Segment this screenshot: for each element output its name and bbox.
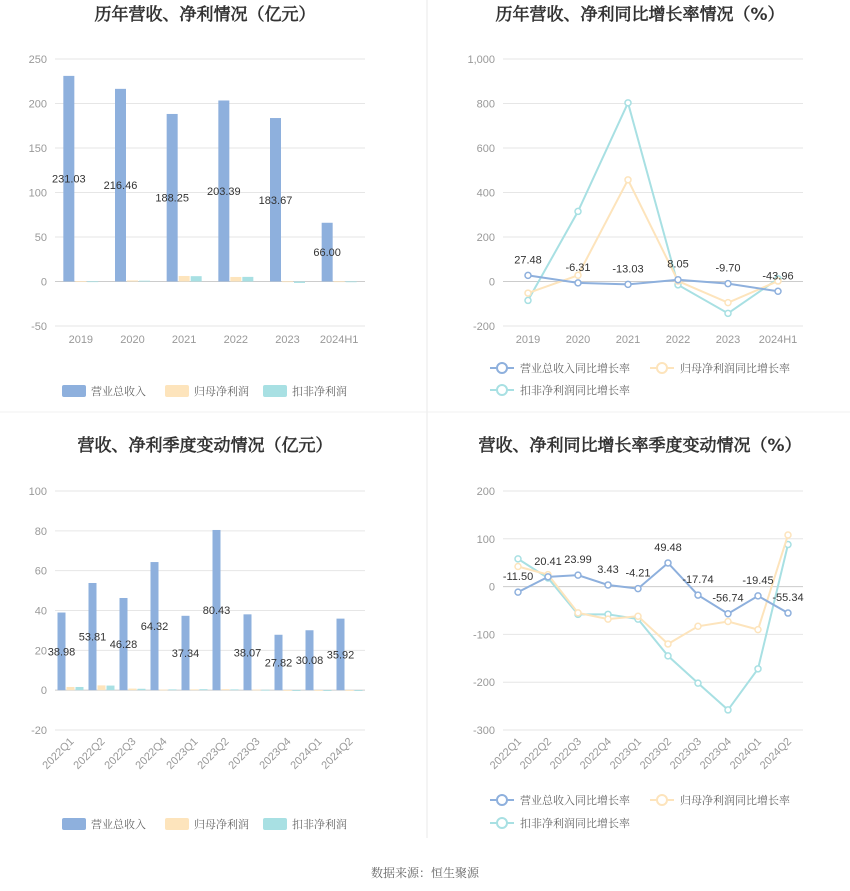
y-tick-label: -300 xyxy=(472,725,495,737)
data-label: 8.05 xyxy=(667,258,689,271)
quarterly-revenue-profit-chart xyxy=(29,435,365,831)
x-tick-label: 2023 xyxy=(275,334,300,346)
x-tick-label: 2023Q4 xyxy=(257,735,294,772)
legend-marker xyxy=(497,795,507,805)
x-tick-label: 2021 xyxy=(171,334,197,346)
legend-marker xyxy=(657,363,667,373)
bar-parent-profit xyxy=(191,689,199,690)
data-label: -17.74 xyxy=(682,574,714,587)
chart-title: 营收、净利同比增长率季度变动情况（%） xyxy=(478,436,802,456)
bar-deducted-profit xyxy=(138,689,146,690)
x-tick-label: 2019 xyxy=(68,334,94,346)
x-tick-label: 2022Q2 xyxy=(71,735,108,772)
legend-swatch xyxy=(263,818,287,830)
bar-deducted-profit xyxy=(355,690,363,691)
bar-deducted-profit xyxy=(139,281,150,282)
data-point xyxy=(625,281,631,287)
data-point xyxy=(695,592,701,598)
y-tick-label: 150 xyxy=(28,143,47,155)
data-label: 216.46 xyxy=(103,180,138,193)
data-label: -4.21 xyxy=(625,567,651,580)
x-tick-label: 2022Q4 xyxy=(577,735,615,772)
data-point xyxy=(755,666,761,672)
y-tick-label: 0 xyxy=(488,581,495,594)
y-tick-label: 0 xyxy=(488,276,495,289)
data-label: -13.03 xyxy=(612,263,644,276)
y-tick-label: 100 xyxy=(28,486,47,498)
bar-parent-profit xyxy=(253,690,261,691)
bar-deducted-profit xyxy=(191,276,202,281)
data-label: -56.74 xyxy=(712,592,744,605)
data-point xyxy=(725,281,731,287)
bar-deducted-profit xyxy=(231,689,239,690)
bar-parent-profit xyxy=(179,276,190,282)
y-tick-label: 200 xyxy=(476,486,495,498)
x-tick-label: 2022Q1 xyxy=(40,735,77,772)
data-point xyxy=(665,653,671,659)
data-point xyxy=(665,560,671,566)
data-point xyxy=(785,610,791,616)
data-point xyxy=(525,272,531,278)
bar-parent-profit xyxy=(346,690,354,691)
y-tick-label: 50 xyxy=(34,232,47,244)
data-label: 35.92 xyxy=(326,649,355,662)
x-tick-label: 2024H1 xyxy=(758,334,798,346)
bar-parent-profit xyxy=(315,690,323,691)
legend-label: 归母净利润同比增长率 xyxy=(680,795,790,807)
legend-swatch xyxy=(165,818,189,830)
data-label: -6.31 xyxy=(565,261,591,274)
bar-deducted-profit xyxy=(262,690,270,691)
chart-title: 营收、净利季度变动情况（亿元） xyxy=(77,436,333,456)
x-tick-label: 2022 xyxy=(665,334,691,346)
data-label: 38.98 xyxy=(47,646,76,659)
annual-revenue-profit-chart xyxy=(29,4,365,398)
legend-item xyxy=(165,384,249,398)
x-tick-label: 2021 xyxy=(615,334,641,346)
series-line-parent-profit-growth xyxy=(518,535,788,644)
x-tick-label: 2023Q2 xyxy=(195,735,232,772)
data-point xyxy=(515,564,521,570)
data-point xyxy=(525,297,531,303)
data-point xyxy=(755,627,761,633)
data-label: 27.48 xyxy=(514,254,542,267)
bar-deducted-profit xyxy=(294,282,305,283)
data-point xyxy=(725,300,731,306)
legend-label: 扣非净利润 xyxy=(292,386,347,398)
legend-label: 营业总收入同比增长率 xyxy=(520,795,630,807)
x-tick-label: 2022Q4 xyxy=(133,735,170,772)
data-point xyxy=(785,532,791,538)
legend-label: 归母净利润 xyxy=(194,819,249,831)
data-point xyxy=(605,582,611,588)
data-point xyxy=(575,610,581,616)
x-tick-label: 2023 xyxy=(715,334,741,346)
data-point xyxy=(525,290,531,296)
data-point xyxy=(635,586,641,592)
data-point xyxy=(575,280,581,286)
x-tick-label: 2022Q2 xyxy=(517,735,555,772)
legend-marker xyxy=(497,385,507,395)
x-tick-label: 2023Q4 xyxy=(697,735,735,772)
y-tick-label: 600 xyxy=(476,143,495,155)
y-tick-label: -200 xyxy=(472,677,495,690)
data-label: 231.03 xyxy=(52,173,86,186)
legend-swatch xyxy=(62,818,86,830)
legend-item xyxy=(165,817,249,831)
data-point xyxy=(625,100,631,106)
data-label: 80.43 xyxy=(202,605,231,618)
bar-deducted-profit xyxy=(169,689,177,690)
data-point xyxy=(515,556,521,562)
y-tick-label: -100 xyxy=(472,629,495,642)
bar-parent-profit xyxy=(98,685,106,690)
bar-parent-profit xyxy=(160,690,168,691)
legend-item xyxy=(263,384,347,398)
x-tick-label: 2023Q1 xyxy=(607,735,645,772)
y-tick-label: 200 xyxy=(476,232,495,244)
y-tick-label: 1,000 xyxy=(467,54,495,66)
legend-item xyxy=(650,361,790,375)
y-tick-label: 60 xyxy=(34,565,47,578)
legend-item xyxy=(62,384,146,398)
data-label: 20.41 xyxy=(534,555,562,568)
data-source: 数据来源：恒生聚源 xyxy=(370,866,480,880)
legend-label: 营业总收入 xyxy=(91,819,146,831)
legend-item xyxy=(490,383,630,397)
bar-deducted-profit xyxy=(200,689,208,690)
x-tick-label: 2022Q3 xyxy=(547,735,585,772)
y-tick-label: 20 xyxy=(34,645,47,658)
data-point xyxy=(695,680,701,686)
legend-item xyxy=(62,817,146,831)
y-tick-label: 0 xyxy=(40,276,47,289)
data-label: 183.67 xyxy=(258,194,293,207)
legend-swatch xyxy=(165,385,189,397)
data-label: 66.00 xyxy=(313,247,341,260)
y-tick-label: 80 xyxy=(34,525,47,538)
data-label: 30.08 xyxy=(295,655,324,668)
bar-parent-profit xyxy=(129,689,137,691)
legend-label: 营业总收入 xyxy=(91,386,146,398)
data-label: 64.32 xyxy=(140,621,169,634)
data-label: -19.45 xyxy=(742,574,774,587)
x-tick-label: 2023Q3 xyxy=(226,735,263,772)
legend-marker xyxy=(497,363,507,373)
data-point xyxy=(545,574,551,580)
data-point xyxy=(775,288,781,294)
legend-item xyxy=(490,816,630,830)
legend-label: 扣非净利润同比增长率 xyxy=(520,385,630,397)
data-point xyxy=(725,618,731,624)
legend-label: 归母净利润 xyxy=(194,386,249,398)
x-tick-label: 2023Q1 xyxy=(164,735,201,772)
data-label: 188.25 xyxy=(155,192,189,205)
bar-parent-profit xyxy=(75,281,86,282)
data-label: 38.07 xyxy=(233,647,262,660)
data-label: 23.99 xyxy=(564,554,592,567)
bar-deducted-profit xyxy=(242,277,253,282)
x-tick-label: 2023Q3 xyxy=(667,735,705,772)
x-tick-label: 2022Q1 xyxy=(487,735,525,772)
data-point xyxy=(755,593,761,599)
legend-label: 归母净利润同比增长率 xyxy=(680,363,790,375)
data-label: 46.28 xyxy=(109,639,138,652)
data-point xyxy=(665,641,671,647)
series-line-parent-profit-growth xyxy=(528,180,778,303)
x-tick-label: 2020 xyxy=(565,334,591,346)
x-tick-label: 2024Q1 xyxy=(727,735,765,772)
bar-deducted-profit xyxy=(293,690,301,691)
y-tick-label: 100 xyxy=(28,187,47,200)
series-line-revenue-growth xyxy=(528,275,778,291)
data-point xyxy=(695,623,701,629)
data-label: 49.48 xyxy=(654,541,682,554)
bar-parent-profit xyxy=(284,690,292,691)
x-tick-label: 2023Q2 xyxy=(637,735,675,772)
data-point xyxy=(515,589,521,595)
bar-deducted-profit xyxy=(107,686,115,691)
y-tick-label: 40 xyxy=(34,605,47,618)
legend-swatch xyxy=(62,385,86,397)
data-label: -43.96 xyxy=(762,270,794,283)
y-tick-label: 0 xyxy=(40,685,47,698)
bar-deducted-profit xyxy=(346,281,357,282)
legend-item xyxy=(490,361,630,375)
chart-title: 历年营收、净利同比增长率情况（%） xyxy=(495,5,785,25)
legend-label: 扣非净利润 xyxy=(292,819,347,831)
y-tick-label: 800 xyxy=(476,98,495,111)
x-tick-label: 2020 xyxy=(120,334,145,346)
data-label: 27.82 xyxy=(264,657,293,670)
data-point xyxy=(725,707,731,713)
x-tick-label: 2024Q1 xyxy=(288,735,325,772)
bar-parent-profit xyxy=(67,687,75,690)
bar-parent-profit xyxy=(230,277,241,282)
bar-deducted-profit xyxy=(324,690,332,691)
data-label: -55.34 xyxy=(772,592,804,605)
data-label: 37.34 xyxy=(171,647,200,660)
data-point xyxy=(635,613,641,619)
bar-deducted-profit xyxy=(87,281,98,282)
y-tick-label: 100 xyxy=(476,533,495,546)
y-tick-label: 250 xyxy=(28,54,47,66)
x-tick-label: 2022 xyxy=(223,334,249,346)
legend-item xyxy=(490,793,630,807)
bar-deducted-profit xyxy=(76,687,84,690)
legend-label: 扣非净利润同比增长率 xyxy=(520,818,630,830)
bar-parent-profit xyxy=(222,689,230,690)
data-label: -9.70 xyxy=(715,262,741,275)
x-tick-label: 2024Q2 xyxy=(319,735,356,772)
bar-parent-profit xyxy=(282,281,293,282)
y-tick-label: -20 xyxy=(31,725,47,737)
y-tick-label: 400 xyxy=(476,187,495,200)
data-label: 3.43 xyxy=(597,563,619,576)
data-point xyxy=(605,616,611,622)
data-point xyxy=(725,310,731,316)
annual-growth-rate-chart xyxy=(467,4,803,397)
bar-parent-profit xyxy=(334,281,345,282)
y-tick-label: -200 xyxy=(472,321,495,333)
legend-swatch xyxy=(263,385,287,397)
x-tick-label: 2024H1 xyxy=(319,334,359,346)
data-label: 53.81 xyxy=(78,631,107,644)
data-label: 203.39 xyxy=(207,185,241,198)
quarterly-growth-rate-chart xyxy=(473,435,804,830)
data-label: -11.50 xyxy=(502,571,534,584)
legend-marker xyxy=(657,795,667,805)
x-tick-label: 2024Q2 xyxy=(757,735,795,772)
legend-marker xyxy=(497,818,507,828)
y-tick-label: -50 xyxy=(31,321,47,333)
data-point xyxy=(575,208,581,214)
y-tick-label: 200 xyxy=(28,98,47,111)
chart-title: 历年营收、净利情况（亿元） xyxy=(94,5,316,25)
x-tick-label: 2022Q3 xyxy=(102,735,139,772)
legend-item xyxy=(263,817,347,831)
data-point xyxy=(625,177,631,183)
data-point xyxy=(675,277,681,283)
legend-item xyxy=(650,793,790,807)
bar-parent-profit xyxy=(127,280,138,281)
data-point xyxy=(725,611,731,617)
data-point xyxy=(575,572,581,578)
x-tick-label: 2019 xyxy=(515,334,541,346)
legend-label: 营业总收入同比增长率 xyxy=(520,363,630,375)
